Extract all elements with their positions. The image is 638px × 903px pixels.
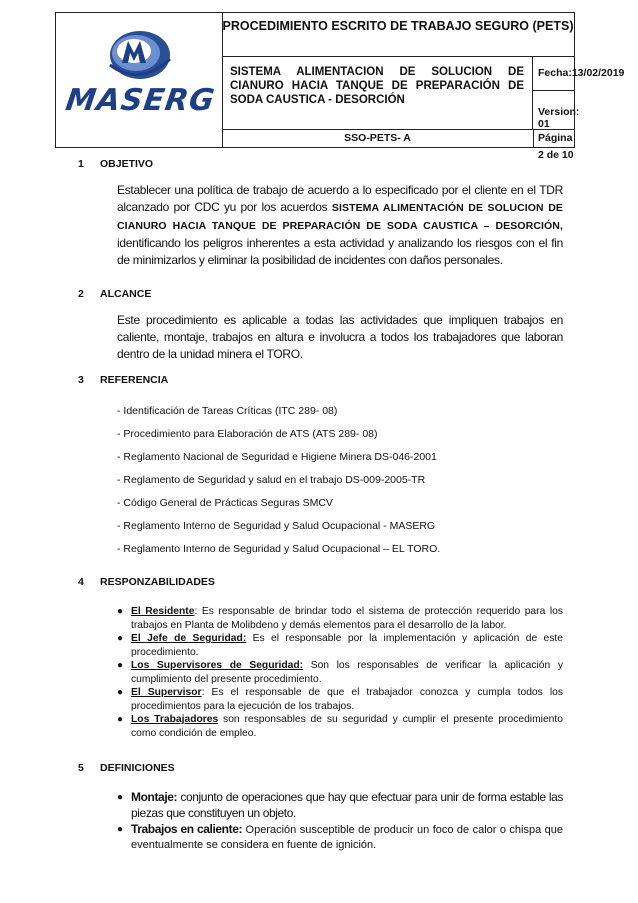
document-date: Fecha:13/02/2019 bbox=[533, 57, 574, 91]
definitions-list bbox=[117, 790, 563, 853]
list-item: ● Los Supervisores de Seguridad: Son los responsables de verificar la aplicación y cumplimiento del presente procedimiento. bbox=[117, 660, 563, 685]
document-header bbox=[55, 12, 625, 161]
bullet-icon: ● bbox=[117, 606, 124, 617]
bullet-icon: ● bbox=[117, 824, 124, 835]
system-name: SISTEMA ALIMENTACION DE SOLUCION DE CIANURO HACIA TANQUE DE PREPARACIÓN DE SODA CAUSTICA - DESORCIÓN bbox=[222, 57, 533, 130]
list-item: ● Montaje: conjunto de operaciones que hay que efectuar para unir de forma estable las piezas que constituyen un objeto. bbox=[117, 790, 563, 820]
bullet-icon: ● bbox=[117, 687, 124, 698]
bullet-icon: ● bbox=[117, 792, 124, 803]
document-code: SSO-PETS- A bbox=[222, 130, 534, 147]
objetivo-paragraph: Establecer una política de trabajo de acuerdo a lo especificado por el cliente en el TDR alcanzado por CDC yu por los acuerdos SISTEMA ALIMENTACIÓN DE SOLUCION DE CIANURO HACIA TANQUE DE PREPARACIÓN DE SODA CAUSTICA – DESORCIÓN, identificando los peligros inherentes a esta actividad y analizando los riesgos con el fin de minimizarlos y eliminar la posibilidad de incidentes con daños personales. bbox=[117, 183, 563, 267]
list-item: - Identificación de Tareas Críticas (ITC 289- 08) bbox=[117, 405, 338, 417]
section-number: 1 bbox=[78, 158, 84, 170]
section-title-definiciones: DEFINICIONES bbox=[100, 762, 175, 774]
list-item: ● El Jefe de Seguridad: Es el responsable por la implementación y aplicación de este procedimiento. bbox=[117, 633, 564, 658]
list-item: - Reglamento de Seguridad y salud en el trabajo DS-009-2005-TR bbox=[117, 474, 426, 486]
responsibilities-list bbox=[117, 605, 563, 740]
list-item: ● El Supervisor: Es el responsable de que el trabajador conozca y cumpla todos los procedimientos para la ejecución de los trabajos. bbox=[117, 687, 563, 712]
section-number: 4 bbox=[78, 576, 84, 588]
section-title-alcance: ALCANCE bbox=[100, 288, 152, 300]
reference-list bbox=[117, 400, 440, 561]
logo-cell bbox=[56, 13, 223, 147]
section-title-referencia: REFERENCIA bbox=[100, 374, 169, 386]
bullet-icon: ● bbox=[117, 633, 124, 644]
list-item: ● El Residente: Es responsable de brindar todo el sistema de protección requerido para los trabajos en Planta de Molibdeno y demás elementos para el desarrollo de la labor. bbox=[117, 606, 563, 631]
section-number: 3 bbox=[78, 374, 84, 386]
list-item: - Reglamento Interno de Seguridad y Salud Ocupacional - MASERG bbox=[117, 520, 436, 532]
list-item: - Reglamento Nacional de Seguridad e Higiene Minera DS-046-2001 bbox=[117, 451, 437, 463]
section-number: 5 bbox=[78, 762, 84, 774]
bullet-icon: ● bbox=[117, 714, 124, 725]
logo-wordmark: MASERG bbox=[63, 83, 218, 118]
list-item: - Procedimiento para Elaboración de ATS (ATS 289- 08) bbox=[117, 428, 378, 440]
section-number: 2 bbox=[78, 288, 84, 300]
bullet-icon: ● bbox=[117, 660, 124, 671]
alcance-paragraph: Este procedimiento es aplicable a todas las actividades que impliquen trabajos en caliente, montaje, trabajos en altura e involucra a todos los trabajadores que laboran dentro de la unidad minera el TORO. bbox=[117, 313, 563, 361]
document-title: PROCEDIMIENTO ESCRITO DE TRABAJO SEGURO (PETS) bbox=[222, 13, 574, 57]
list-item: ● Trabajos en caliente: Operación susceptible de producir un foco de calor o chispa que eventualmente se considera en fuente de ignición. bbox=[117, 822, 564, 851]
section-title-objetivo: OBJETIVO bbox=[100, 158, 154, 170]
section-title-responsabilidades: RESPONZABILIDADES bbox=[100, 576, 215, 588]
page-number: Página 2 de 10 bbox=[538, 132, 574, 161]
list-item: - Reglamento Interno de Seguridad y Salud Ocupacional – EL TORO. bbox=[117, 543, 441, 555]
document-version: Version: 01 bbox=[533, 91, 574, 130]
company-logo bbox=[62, 23, 216, 133]
list-item: - Código General de Prácticas Seguras SMCV bbox=[117, 497, 333, 509]
list-item: ● Los Trabajadores son responsables de su seguridad y cumplir el presente procedimiento como condición de empleo. bbox=[117, 714, 563, 739]
